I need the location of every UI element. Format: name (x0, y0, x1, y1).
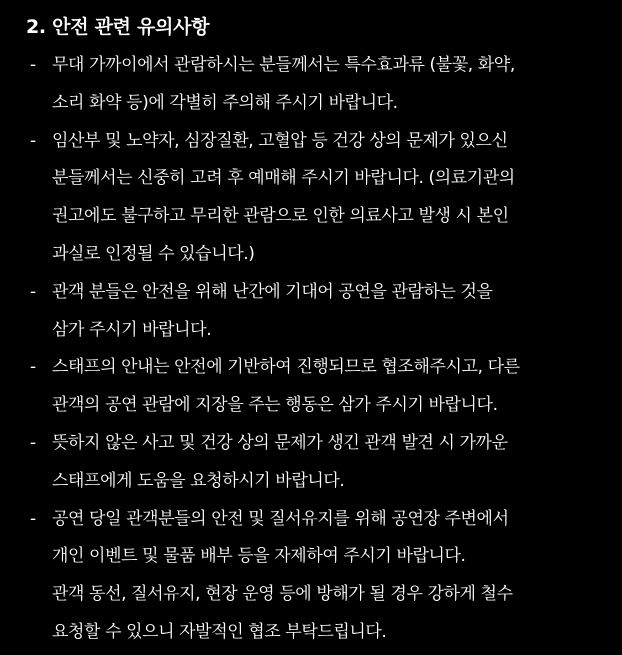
notice-line: 무대 가까이에서 관람하시는 분들께서는 특수효과류 (불꽃, 화약, (52, 55, 515, 75)
closing-note (52, 576, 602, 652)
bullet-dash: - (30, 508, 37, 529)
notice-line: 삼가 주시기 바랍니다. (52, 319, 212, 340)
notice-item-3 (26, 274, 602, 350)
notice-text (52, 501, 602, 577)
notice-line: 과실로 인정될 수 있습니다.) (52, 243, 255, 264)
notice-line: 뜻하지 않은 사고 및 건강 상의 문제가 생긴 관객 발견 시 가까운 (52, 432, 508, 453)
bullet-dash: - (30, 281, 37, 302)
notice-line: 임산부 및 노약자, 심장질환, 고혈압 등 건강 상의 문제가 있으신 (52, 130, 508, 151)
notice-item-6 (26, 501, 602, 577)
notice-line: 관객의 공연 관람에 지장을 주는 행동은 삼가 주시기 바랍니다. (52, 395, 498, 416)
closing-line: 요청할 수 있으니 자발적인 협조 부탁드립니다. (52, 621, 387, 642)
bullet-dash: - (30, 432, 37, 453)
bullet-dash: - (30, 55, 37, 75)
section-title: 2. 안전 관련 유의사항 (26, 16, 210, 38)
notice-text (52, 274, 602, 350)
notice-text (52, 47, 602, 123)
notice-text (52, 123, 602, 274)
notice-line: 관객 분들은 안전을 위해 난간에 기대어 공연을 관람하는 것을 (52, 281, 493, 302)
notice-item-4 (26, 349, 602, 425)
notice-item-2 (26, 123, 602, 274)
notice-line: 스태프에게 도움을 요청하시기 바랍니다. (52, 470, 345, 491)
notice-text (52, 425, 602, 501)
notice-line: 공연 당일 관객분들의 안전 및 질서유지를 위해 공연장 주변에서 (52, 508, 509, 529)
notice-line: 개인 이벤트 및 물품 배부 등을 자제하여 주시기 바랍니다. (52, 546, 466, 567)
notice-line: 분들께서는 신중히 고려 후 예매해 주시기 바랍니다. (의료기관의 (52, 168, 515, 189)
closing-line: 관객 동선, 질서유지, 현장 운영 등에 방해가 될 경우 강하게 철수 (52, 584, 513, 605)
notice-list (26, 47, 602, 576)
notice-line: 권고에도 불구하고 무리한 관람으로 인한 의료사고 발생 시 본인 (52, 206, 509, 227)
notice-line: 소리 화약 등)에 각별히 주의해 주시기 바랍니다. (52, 92, 398, 113)
bullet-dash: - (30, 130, 37, 151)
notice-text (52, 349, 602, 425)
notice-item-5 (26, 425, 602, 501)
notice-item-1 (26, 47, 602, 123)
notice-line: 스태프의 안내는 안전에 기반하여 진행되므로 협조해주시고, 다른 (52, 357, 520, 378)
bullet-dash: - (30, 357, 37, 378)
